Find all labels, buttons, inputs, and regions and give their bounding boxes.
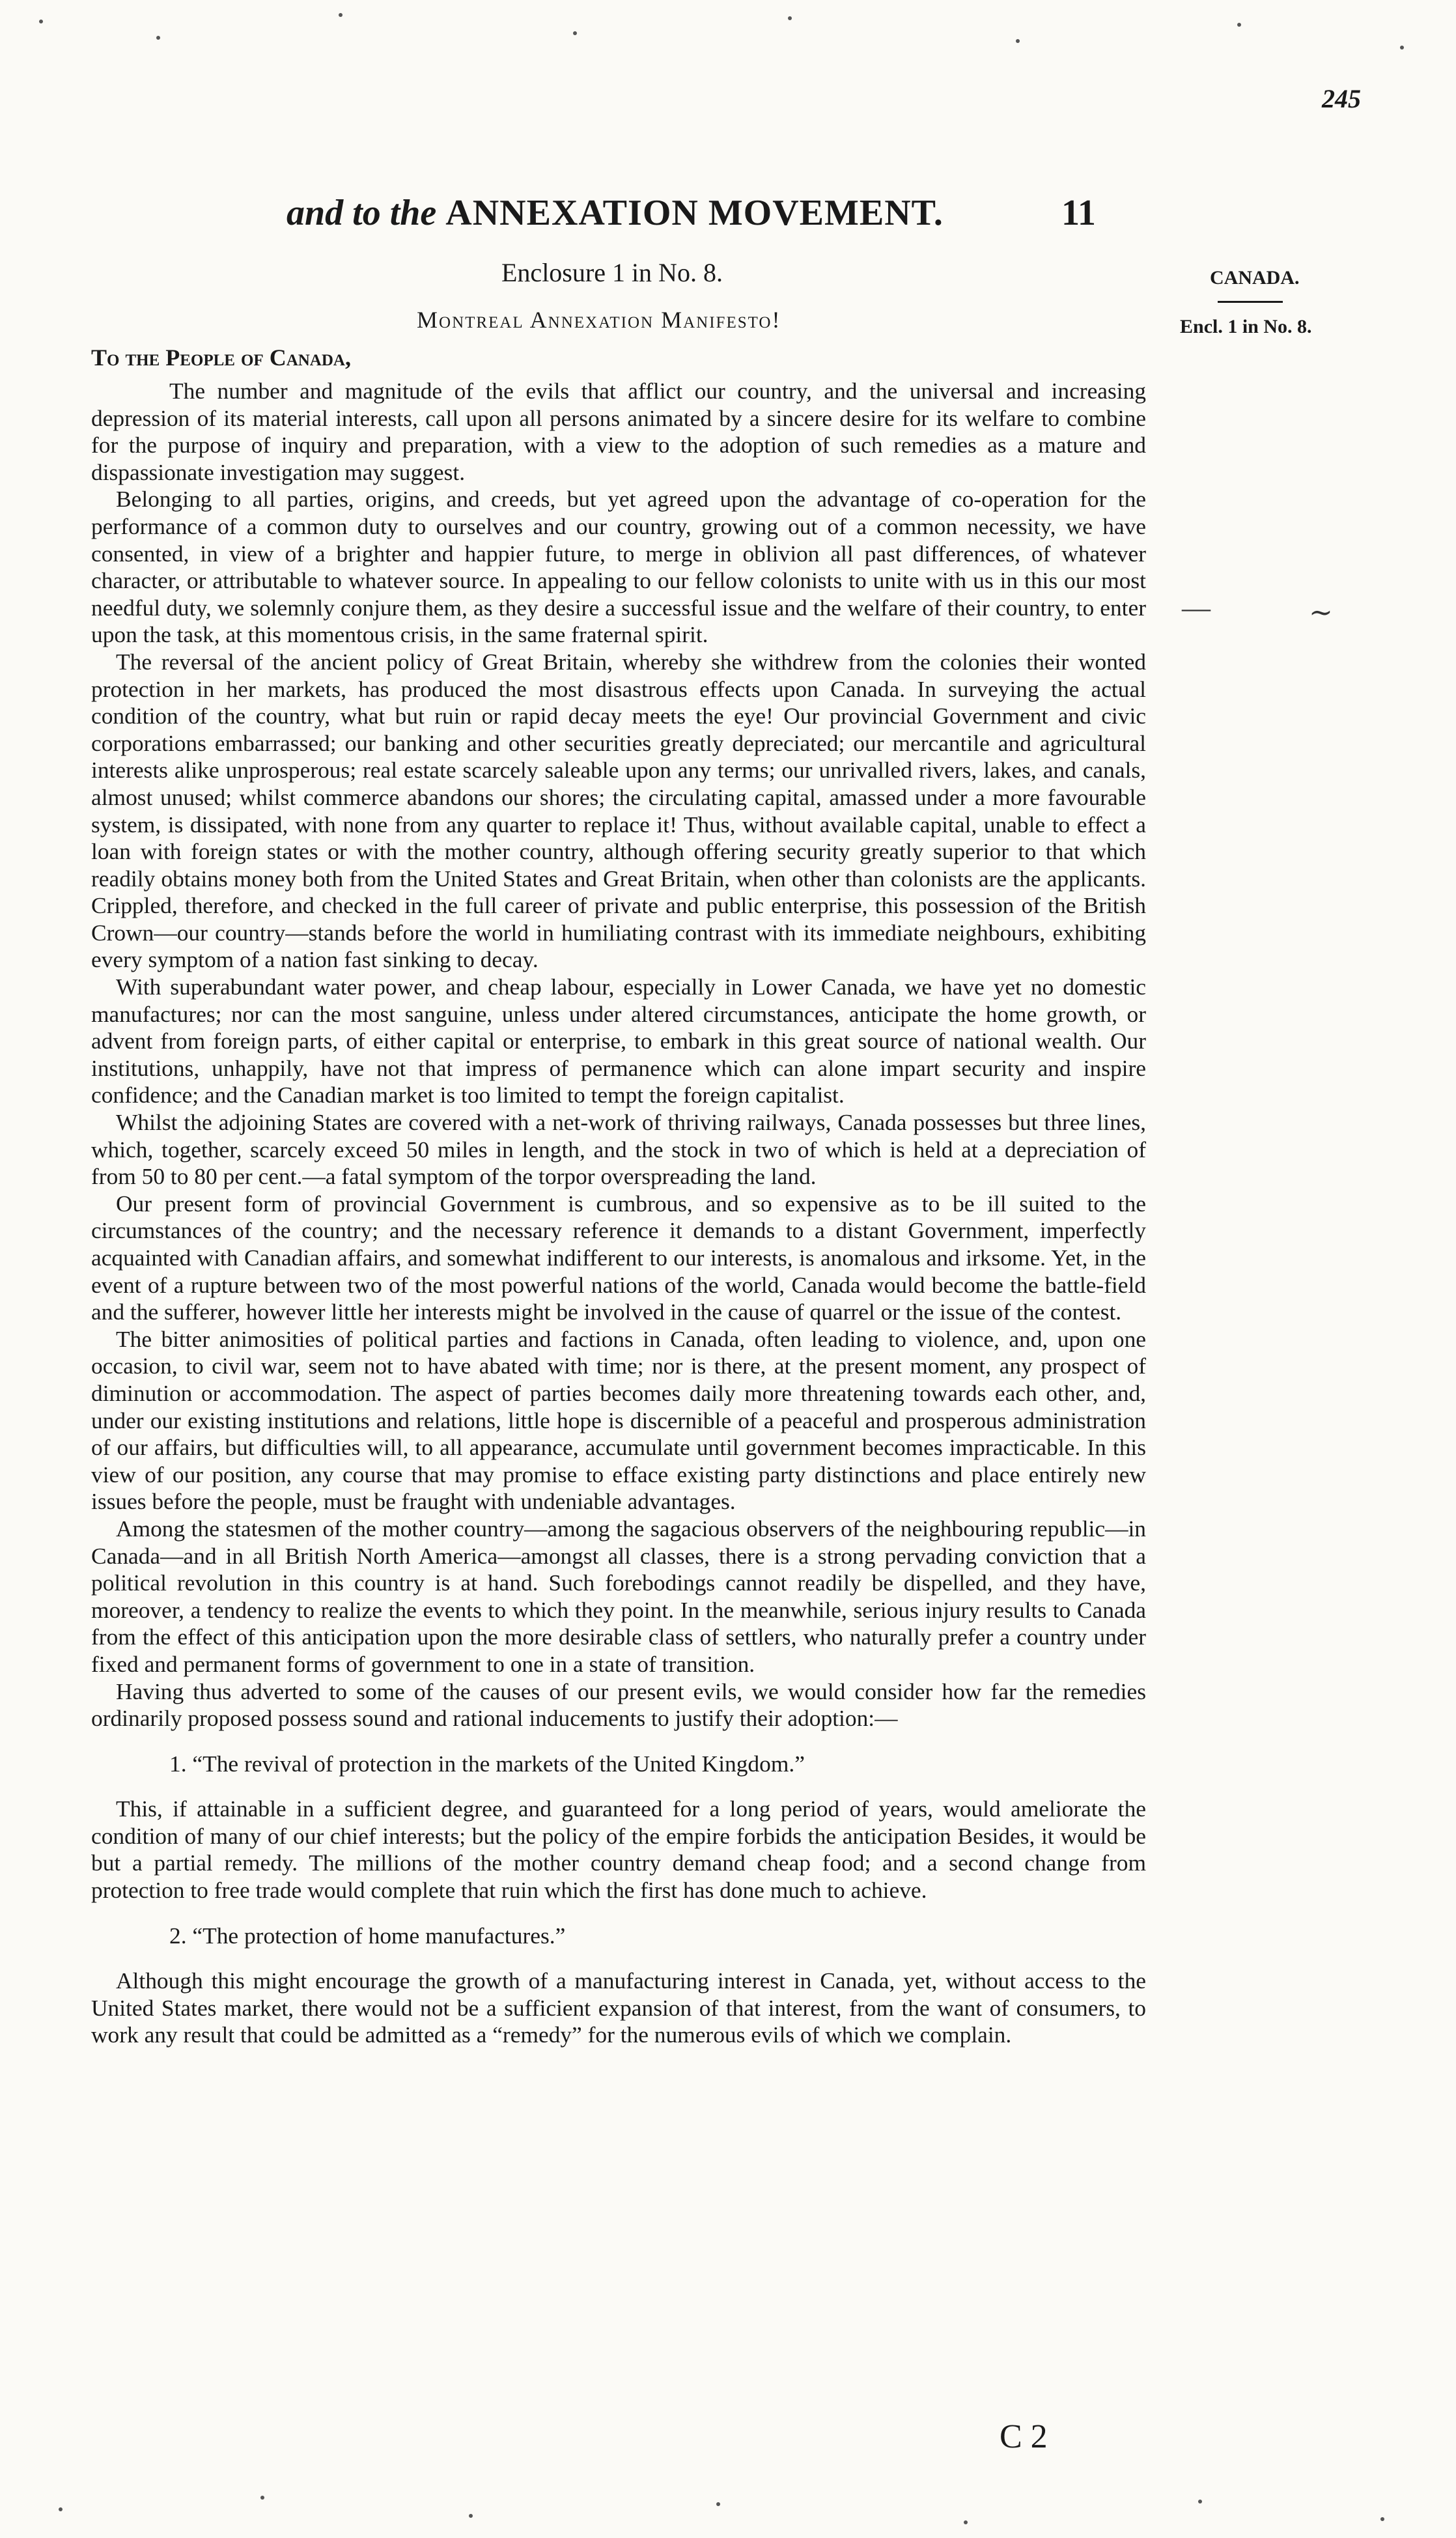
remedy-2-text: Although this might encourage the growth of a manufacturing interest in Canada, yet, without access to the United States market, there would not be a sufficient expansion of that interest, from the want of consumers, to work any result that could be admitted as a “remedy” for the numerous evils of which we complain.: [91, 1967, 1146, 2048]
paragraph: Having thus adverted to some of the causes of our present evils, we would consider how far the remedies ordinarily proposed possess sound and rational inducements to justify their adoption:—: [91, 1678, 1146, 1732]
paragraph: Our present form of provincial Government is cumbrous, and so expensive as to be ill suited to the circumstances of the country; and the necessary reference it demands to a distant Government, imperfectly acquainted with Canadian affairs, and somewhat indifferent to our interests, is anomalous and irksome. Yet, in the event of a rupture between two of the most powerful nations of the world, Canada would become the battle-field and the sufferer, however little her interests might be involved in the cause of quarrel or the issue of the contest.: [91, 1190, 1146, 1325]
remedy-1-heading: 1. “The revival of protection in the markets of the United Kingdom.”: [169, 1750, 805, 1777]
enclosure-line: Enclosure 1 in No. 8.: [501, 258, 723, 287]
paragraph: Among the statesmen of the mother country—among the sagacious observers of the neighbouring republic—in Canada—and in all British North America—amongst all classes, there is a strong pervading conviction that a political revolution in this country is at hand. Such forebodings cannot readily be dispelled, and they have, moreover, a tendency to realize the events to which they point. In the meanwhile, serious injury results to Canada from the effect of this anticipation upon the more desirable class of settlers, who naturally prefer a country under fixed and permanent forms of government to one in a state of transition.: [91, 1515, 1146, 1677]
margin-note-enclosure: Encl. 1 in No. 8.: [1180, 316, 1312, 337]
stray-margin-mark: —: [1182, 592, 1211, 624]
remedy-2-heading: 2. “The protection of home manufactures.”: [169, 1922, 566, 1949]
manifesto-body: [91, 378, 1146, 2049]
remedy-1-text: This, if attainable in a sufficient degree, and guaranteed for a long period of years, would ameliorate the condition of many of our chief interests; but the policy of the empire forbids the anticipation Besides, it would be but a partial remedy. The millions of the mother country demand cheap food; and a second change from protection to free trade would complete that ruin which the first has done much to achieve.: [91, 1796, 1146, 1904]
running-head-title: ANNEXATION MOVEMENT.: [445, 193, 944, 233]
stray-curl-mark: ∼: [1309, 597, 1333, 628]
folio-mark: 245: [1322, 84, 1361, 113]
paragraph: Whilst the adjoining States are covered with a net-work of thriving railways, Canada possesses but three lines, which, together, scarcely exceed 50 miles in length, and the stock in two of which is held at a depreciation of from 50 to 80 per cent.—a fatal symptom of the torpor overspreading the land.: [91, 1109, 1146, 1190]
scan-noise-top: [0, 0, 1456, 65]
paragraph: Belonging to all parties, origins, and creeds, but yet agreed upon the advantage of co-operation for the performance of a common duty to ourselves and our country, growing out of a common necessity, we have consented, in view of a brighter and happier future, to merge in oblivion all past differences, of whatever character, or attributable to whatever source. In appealing to our fellow colonists to unite with us in this our most needful duty, we solemnly conjure them, as they desire a successful issue and the welfare of their country, to enter upon the task, at this momentous crisis, in the same fraternal spirit.: [91, 486, 1146, 648]
scan-noise-bottom: [0, 2488, 1456, 2538]
manifesto-title: Montreal Annexation Manifesto!: [417, 307, 781, 333]
paragraph: The bitter animosities of political parties and factions in Canada, often leading to violence, and, upon one occasion, to civil war, seem not to have abated with time; nor is there, at the present moment, any prospect of diminution or accommodation. The aspect of parties becomes daily more threatening towards each other, and, under our existing institutions and relations, little hope is discernible of a peaceful and prosperous administration of our affairs, but difficulties will, to all appearance, accumulate until government becomes impracticable. In this view of our position, any course that may promise to efface existing party distinctions and place entirely new issues before the people, must be fraught with undeniable advantages.: [91, 1325, 1146, 1515]
paragraph: With superabundant water power, and cheap labour, especially in Lower Canada, we have yet no domestic manufactures; nor can the most sanguine, unless under altered circumstances, anticipate the home growth, or advent from foreign parts, of either capital or enterprise, to embark in this great source of national wealth. Our institutions, unhappily, have not that impress of permanence which can alone impart security and inspire confidence; and the Canadian market is too limited to tempt the foreign capitalist.: [91, 974, 1146, 1108]
margin-rule: [1218, 301, 1283, 303]
margin-note-country: CANADA.: [1210, 267, 1300, 289]
page-number: 11: [1061, 193, 1096, 233]
paragraph: The number and magnitude of the evils that afflict our country, and the universal and increasing depression of its material interests, call upon all persons animated by a sincere desire for its welfare to combine for the purpose of inquiry and preparation, with a view to the adoption of such remedies as a mature and dispassionate investigation may suggest.: [91, 378, 1146, 485]
salutation: To the People of Canada,: [91, 345, 351, 371]
signature-mark: C 2: [1000, 2418, 1048, 2455]
running-head-italic: and to the: [287, 193, 437, 233]
running-head: [287, 192, 1120, 234]
paragraph: The reversal of the ancient policy of Great Britain, whereby she withdrew from the colonies their wonted protection in her markets, has produced the most disastrous effects upon Canada. In surveying the actual condition of the country, what but ruin or rapid decay meets the eye! Our provincial Government and civic corporations embarrassed; our banking and other securities greatly depreciated; our mercantile and agricultural interests alike unprosperous; real estate scarcely saleable upon any terms; our unrivalled rivers, lakes, and canals, almost unused; whilst commerce abandons our shores; the circulating capital, amassed under a more favourable system, is dissipated, with none from any quarter to replace it! Thus, without available capital, unable to effect a loan with foreign states or with the mother country, although offering security greatly superior to that which readily obtains money both from the United States and Great Britain, when other than colonists are the applicants. Crippled, therefore, and checked in the full career of private and public enterprise, this possession of the British Crown—our country—stands before the world in humiliating contrast with its immediate neighbours, exhibiting every symptom of a nation fast sinking to decay.: [91, 648, 1146, 973]
